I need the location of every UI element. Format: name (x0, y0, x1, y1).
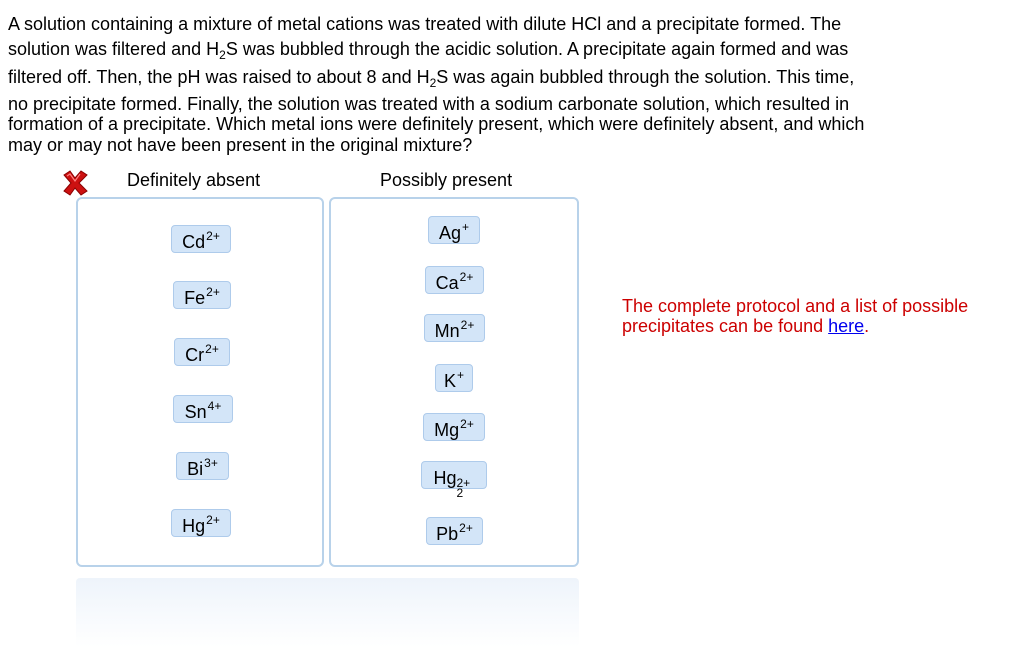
ion-charge: 2+ (459, 521, 473, 535)
question-line: no precipitate formed. Finally, the solution was treated with a sodium carbonate solution, which resulted in (8, 94, 850, 114)
ion-symbol: K (443, 371, 456, 391)
ion-charge: 2+ (456, 476, 471, 490)
ion-symbol: Mn (434, 321, 460, 341)
ion-subscript: 2 (456, 486, 464, 500)
subscript: 2 (429, 76, 437, 90)
note-fragment: . (864, 316, 870, 336)
ion-tile-possible[interactable] (423, 413, 485, 441)
ion-charge: 3+ (204, 456, 218, 470)
ion-symbol: Cr (185, 345, 205, 365)
ion-charge: 2+ (206, 285, 220, 299)
ion-symbol: Cd (182, 232, 206, 252)
ion-charge: 2+ (460, 417, 474, 431)
note-line: The complete protocol and a list of possible (622, 296, 969, 316)
ion-tile-absent[interactable] (171, 509, 231, 537)
ion-charge: 2+ (206, 513, 220, 527)
ion-symbol: Pb (436, 524, 459, 544)
question-fragment: S was bubbled through the acidic solution. A precipitate again formed and was (225, 39, 849, 59)
question-text (8, 12, 1008, 156)
question-line: formation of a precipitate. Which metal ions were definitely present, which were definitely absent, and which (8, 114, 865, 134)
note-fragment: precipitates can be found (622, 316, 829, 336)
ion-tile-possible[interactable] (426, 517, 483, 545)
ion-symbol: Fe (184, 288, 206, 308)
ion-tile-possible[interactable] (424, 314, 485, 342)
protocol-link[interactable]: here (828, 316, 865, 336)
ion-symbol: Ca (435, 273, 459, 293)
ion-tile-absent[interactable] (173, 281, 231, 309)
question-line: may or may not have been present in the original mixture? (8, 135, 473, 155)
question-line (8, 37, 1008, 64)
ion-symbol: Sn (184, 402, 207, 422)
ion-charge: + (457, 368, 465, 382)
ion-symbol: Hg (433, 468, 457, 488)
question-line: A solution containing a mixture of metal cations was treated with dilute HCl and a precipitate formed. The (8, 14, 842, 34)
ion-symbol: Ag (438, 223, 461, 243)
ion-charge: 2+ (205, 342, 219, 356)
note-line (622, 316, 869, 336)
possibly-present-header: Possibly present (380, 170, 513, 190)
question-fragment: S was again bubbled through the solution. This time, (436, 67, 855, 87)
ion-tile-possible[interactable] (435, 364, 473, 392)
ion-charge: 2+ (460, 318, 475, 332)
question-fragment: solution was filtered and H (8, 39, 220, 59)
ion-charge: + (462, 220, 470, 234)
ion-charge: 2+ (459, 270, 474, 284)
ion-tile-possible[interactable] (428, 216, 480, 244)
definitely-absent-header: Definitely absent (127, 170, 261, 190)
ion-charge: 4+ (207, 399, 222, 413)
unsorted-items-area[interactable] (76, 578, 579, 647)
protocol-note (622, 296, 968, 336)
ion-tile-absent[interactable] (174, 338, 230, 366)
ion-tile-absent[interactable] (176, 452, 229, 480)
incorrect-x-icon (60, 169, 90, 197)
ion-symbol: Hg (182, 516, 206, 536)
question-line (8, 64, 1008, 93)
ion-symbol: Mg (434, 420, 460, 440)
ion-charge: 2+ (206, 229, 220, 243)
ion-tile-absent[interactable] (173, 395, 233, 423)
ion-tile-possible[interactable] (421, 461, 487, 500)
question-fragment: filtered off. Then, the pH was raised to about 8 and H (8, 67, 430, 87)
ion-tile-absent[interactable] (171, 225, 231, 253)
ion-symbol: Bi (187, 459, 204, 479)
subscript: 2 (219, 48, 226, 62)
ion-tile-possible[interactable] (425, 266, 484, 294)
